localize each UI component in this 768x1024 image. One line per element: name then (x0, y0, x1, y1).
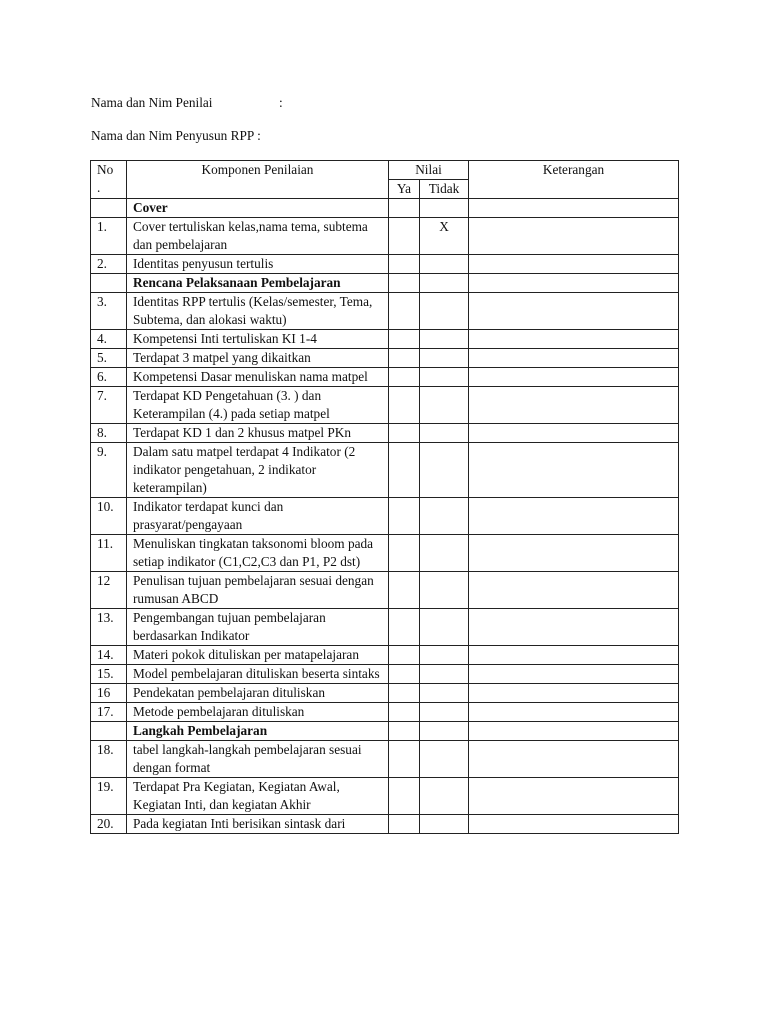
tidak-cell[interactable] (420, 255, 469, 274)
ya-cell[interactable] (389, 684, 420, 703)
tidak-cell[interactable] (420, 572, 469, 609)
ya-cell[interactable] (389, 609, 420, 646)
row-number: 8. (91, 424, 127, 443)
tidak-cell[interactable] (420, 293, 469, 330)
ya-cell[interactable] (389, 815, 420, 834)
row-criterion: Indikator terdapat kunci dan prasyarat/pengayaan (127, 498, 389, 535)
table-row (91, 609, 679, 646)
empty-cell (389, 199, 420, 218)
row-number: 20. (91, 815, 127, 834)
ya-cell[interactable] (389, 368, 420, 387)
ya-cell[interactable] (389, 741, 420, 778)
row-number: 13. (91, 609, 127, 646)
tidak-cell[interactable] (420, 349, 469, 368)
table-row (91, 665, 679, 684)
ya-cell[interactable] (389, 703, 420, 722)
keterangan-cell[interactable] (469, 535, 679, 572)
tidak-cell[interactable] (420, 665, 469, 684)
empty-cell (389, 274, 420, 293)
ya-cell[interactable] (389, 424, 420, 443)
row-criterion: Materi pokok dituliskan per matapelajaran (127, 646, 389, 665)
row-criterion: Terdapat 3 matpel yang dikaitkan (127, 349, 389, 368)
empty-cell (469, 199, 679, 218)
keterangan-cell[interactable] (469, 815, 679, 834)
keterangan-cell[interactable] (469, 387, 679, 424)
section-row-rpp (91, 274, 679, 293)
keterangan-cell[interactable] (469, 424, 679, 443)
keterangan-cell[interactable] (469, 646, 679, 665)
tidak-cell[interactable] (420, 778, 469, 815)
row-number: 17. (91, 703, 127, 722)
row-criterion: Pada kegiatan Inti berisikan sintask dari (127, 815, 389, 834)
table-row (91, 368, 679, 387)
ya-cell[interactable] (389, 498, 420, 535)
table-header-row (91, 161, 679, 180)
row-criterion: Penulisan tujuan pembelajaran sesuai dengan rumusan ABCD (127, 572, 389, 609)
row-criterion: Model pembelajaran dituliskan beserta sintaks (127, 665, 389, 684)
table-row (91, 572, 679, 609)
ya-cell[interactable] (389, 572, 420, 609)
row-criterion: Cover tertuliskan kelas,nama tema, subtema dan pembelajaran (127, 218, 389, 255)
keterangan-cell[interactable] (469, 368, 679, 387)
row-criterion: tabel langkah-langkah pembelajaran sesuai dengan format (127, 741, 389, 778)
tidak-cell[interactable] (420, 741, 469, 778)
empty-cell (420, 722, 469, 741)
keterangan-cell[interactable] (469, 293, 679, 330)
row-number: 10. (91, 498, 127, 535)
keterangan-cell[interactable] (469, 330, 679, 349)
tidak-cell[interactable] (420, 368, 469, 387)
table-row (91, 741, 679, 778)
row-number: 11. (91, 535, 127, 572)
tidak-cell[interactable] (420, 703, 469, 722)
table-row (91, 535, 679, 572)
table-row (91, 424, 679, 443)
keterangan-cell[interactable] (469, 665, 679, 684)
header-tidak: Tidak (420, 180, 469, 199)
table-row (91, 330, 679, 349)
row-number: 16 (91, 684, 127, 703)
ya-cell[interactable] (389, 665, 420, 684)
row-criterion: Dalam satu matpel terdapat 4 Indikator (2 indikator pengetahuan, 2 indikator keterampilan) (127, 443, 389, 498)
keterangan-cell[interactable] (469, 778, 679, 815)
table-row (91, 703, 679, 722)
row-criterion: Identitas penyusun tertulis (127, 255, 389, 274)
tidak-cell[interactable] (420, 498, 469, 535)
ya-cell[interactable] (389, 778, 420, 815)
row-criterion: Kompetensi Inti tertuliskan KI 1-4 (127, 330, 389, 349)
ya-cell[interactable] (389, 293, 420, 330)
keterangan-cell[interactable] (469, 349, 679, 368)
ya-cell[interactable] (389, 443, 420, 498)
tidak-cell[interactable]: X (420, 218, 469, 255)
row-number: 1. (91, 218, 127, 255)
keterangan-cell[interactable] (469, 572, 679, 609)
tidak-cell[interactable] (420, 684, 469, 703)
row-criterion: Identitas RPP tertulis (Kelas/semester, Tema, Subtema, dan alokasi waktu) (127, 293, 389, 330)
penilai-label: Nama dan Nim Penilai (91, 95, 213, 110)
penilai-colon: : (279, 95, 283, 110)
assessment-table (90, 160, 679, 834)
row-criterion: Terdapat Pra Kegiatan, Kegiatan Awal, Kegiatan Inti, dan kegiatan Akhir (127, 778, 389, 815)
row-criterion: Pendekatan pembelajaran dituliskan (127, 684, 389, 703)
ya-cell[interactable] (389, 349, 420, 368)
header-keterangan: Keterangan (469, 161, 679, 199)
ya-cell[interactable] (389, 255, 420, 274)
ya-cell[interactable] (389, 535, 420, 572)
table-row (91, 646, 679, 665)
tidak-cell[interactable] (420, 646, 469, 665)
table-row (91, 255, 679, 274)
tidak-cell[interactable] (420, 609, 469, 646)
penyusun-label: Nama dan Nim Penyusun RPP : (91, 128, 261, 143)
ya-cell[interactable] (389, 330, 420, 349)
table-row (91, 684, 679, 703)
row-number: 2. (91, 255, 127, 274)
section-title: Rencana Pelaksanaan Pembelajaran (127, 274, 389, 293)
empty-cell (91, 199, 127, 218)
row-number: 12 (91, 572, 127, 609)
header-ya: Ya (389, 180, 420, 199)
penilai-line (91, 94, 283, 112)
tidak-cell[interactable] (420, 443, 469, 498)
table-row (91, 293, 679, 330)
table-row (91, 387, 679, 424)
empty-cell (420, 199, 469, 218)
row-number: 6. (91, 368, 127, 387)
penyusun-line (91, 127, 261, 145)
empty-cell (389, 722, 420, 741)
table-row (91, 778, 679, 815)
empty-cell (91, 274, 127, 293)
row-number: 7. (91, 387, 127, 424)
section-title: Cover (127, 199, 389, 218)
empty-cell (469, 274, 679, 293)
tidak-cell[interactable] (420, 330, 469, 349)
row-number: 5. (91, 349, 127, 368)
row-number: 18. (91, 741, 127, 778)
table-row (91, 443, 679, 498)
row-number: 15. (91, 665, 127, 684)
keterangan-cell[interactable] (469, 741, 679, 778)
row-criterion: Menuliskan tingkatan taksonomi bloom pada setiap indikator (C1,C2,C3 dan P1, P2 dst) (127, 535, 389, 572)
empty-cell (469, 722, 679, 741)
tidak-cell[interactable] (420, 815, 469, 834)
ya-cell[interactable] (389, 646, 420, 665)
empty-cell (91, 722, 127, 741)
section-title: Langkah Pembelajaran (127, 722, 389, 741)
tidak-cell[interactable] (420, 387, 469, 424)
ya-cell[interactable] (389, 387, 420, 424)
row-criterion: Kompetensi Dasar menuliskan nama matpel (127, 368, 389, 387)
table-row (91, 815, 679, 834)
keterangan-cell[interactable] (469, 684, 679, 703)
header-komponen: Komponen Penilaian (127, 161, 389, 199)
row-number: 3. (91, 293, 127, 330)
table-row (91, 498, 679, 535)
row-number: 4. (91, 330, 127, 349)
row-criterion: Pengembangan tujuan pembelajaran berdasarkan Indikator (127, 609, 389, 646)
header-no: No . (91, 161, 127, 199)
keterangan-cell[interactable] (469, 443, 679, 498)
table-row (91, 349, 679, 368)
tidak-cell[interactable] (420, 535, 469, 572)
row-criterion: Terdapat KD 1 dan 2 khusus matpel PKn (127, 424, 389, 443)
keterangan-cell[interactable] (469, 255, 679, 274)
keterangan-cell[interactable] (469, 703, 679, 722)
row-number: 14. (91, 646, 127, 665)
row-number: 19. (91, 778, 127, 815)
ya-cell[interactable] (389, 218, 420, 255)
row-criterion: Terdapat KD Pengetahuan (3. ) dan Keterampilan (4.) pada setiap matpel (127, 387, 389, 424)
keterangan-cell[interactable] (469, 609, 679, 646)
section-row-cover (91, 199, 679, 218)
tidak-cell[interactable] (420, 424, 469, 443)
row-number: 9. (91, 443, 127, 498)
section-row-langkah (91, 722, 679, 741)
keterangan-cell[interactable] (469, 498, 679, 535)
row-criterion: Metode pembelajaran dituliskan (127, 703, 389, 722)
header-nilai: Nilai (389, 161, 469, 180)
table-row (91, 218, 679, 255)
empty-cell (420, 274, 469, 293)
keterangan-cell[interactable] (469, 218, 679, 255)
